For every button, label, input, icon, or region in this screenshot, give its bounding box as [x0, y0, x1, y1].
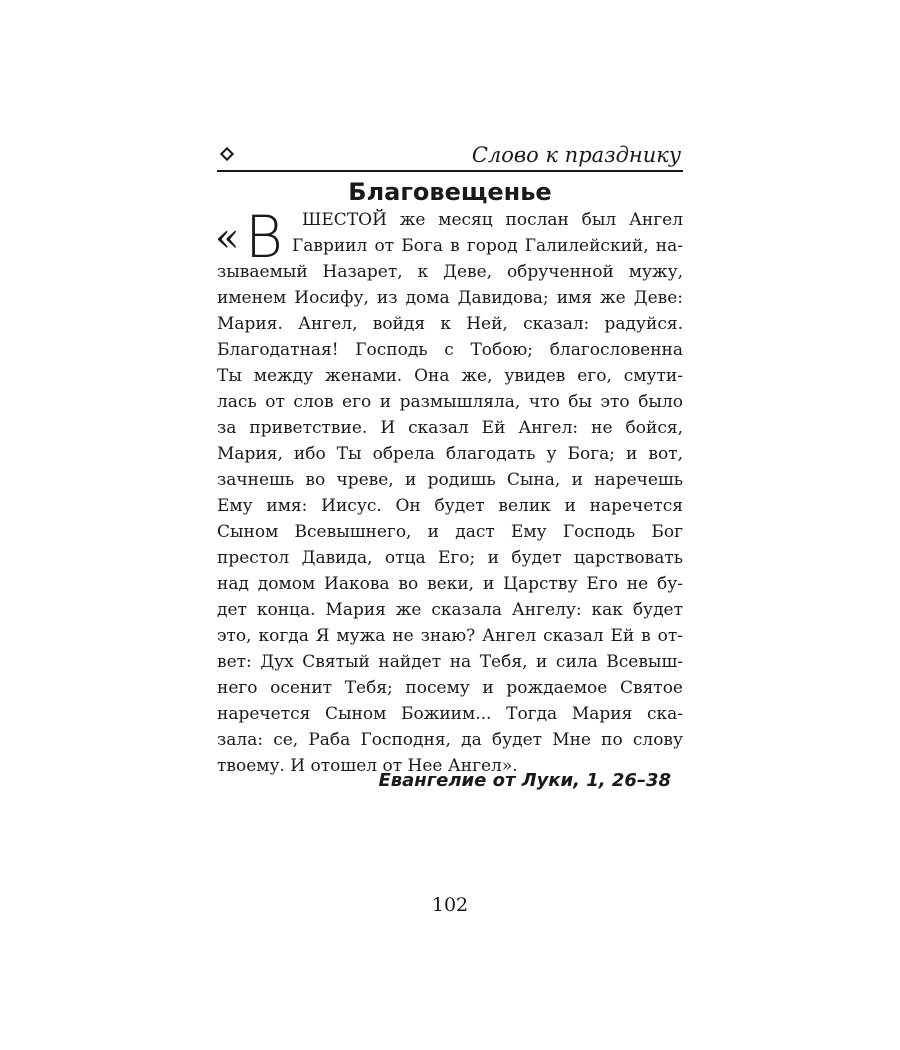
drop-cap: В	[245, 203, 283, 271]
text-line: ШЕСТОЙ же месяц послан был Ангел	[302, 210, 683, 230]
text-line: именем Иосифу, из дома Давидова; имя же Деве:	[217, 288, 683, 308]
opening-quote: «	[215, 215, 240, 261]
article-body	[217, 203, 683, 779]
text-line: за приветствие. И сказал Ей Ангел: не бойся,	[217, 418, 683, 438]
text-line: Ты между женами. Она же, увидев его, смути-	[217, 366, 683, 386]
text-line: это, когда Я мужа не знаю? Ангел сказал Ей в от-	[217, 626, 683, 646]
text-line: наречется Сыном Божиим... Тогда Мария ска-	[217, 704, 683, 724]
text-line: лась от слов его и размышляла, что бы это было	[217, 392, 683, 412]
text-line: Сыном Всевышнего, и даст Ему Господь Бог	[217, 522, 683, 542]
text-line: Гавриил от Бога в город Галилейский, на-	[292, 236, 683, 256]
running-head	[217, 140, 683, 170]
text-line: престол Давида, отца Его; и будет царствовать	[217, 548, 683, 568]
book-page	[217, 0, 683, 1050]
text-line: зачнешь во чреве, и родишь Сына, и наречешь	[217, 470, 683, 490]
text-line: Мария. Ангел, войдя к Ней, сказал: радуйся.	[217, 314, 683, 334]
diamond-icon	[220, 147, 234, 161]
text-line: Благодатная! Господь с Тобою; благословенна	[217, 340, 683, 360]
text-line: зываемый Назарет, к Деве, обрученной мужу,	[217, 262, 683, 282]
text-line: Мария, ибо Ты обрела благодать у Бога; и вот,	[217, 444, 683, 464]
citation: Евангелие от Луки, 1, 26–38	[378, 770, 671, 791]
page-number: 102	[431, 894, 469, 916]
text-line: зала: се, Раба Господня, да будет Мне по слову	[217, 730, 683, 750]
running-title: Слово к празднику	[471, 143, 681, 167]
article-title: Благовещенье	[348, 178, 552, 206]
text-line: него осенит Тебя; посему и рождаемое Святое	[217, 678, 683, 698]
header-rule	[217, 170, 683, 172]
text-line: дет конца. Мария же сказала Ангелу: как будет	[217, 600, 683, 620]
text-line: твоему. И отошел от Нее Ангел».	[217, 756, 518, 776]
text-line: Ему имя: Иисус. Он будет велик и наречется	[217, 496, 683, 516]
text-line: над домом Иакова во веки, и Царству Его не бу-	[217, 574, 683, 594]
text-line: вет: Дух Святый найдет на Тебя, и сила Всевыш-	[217, 652, 683, 672]
